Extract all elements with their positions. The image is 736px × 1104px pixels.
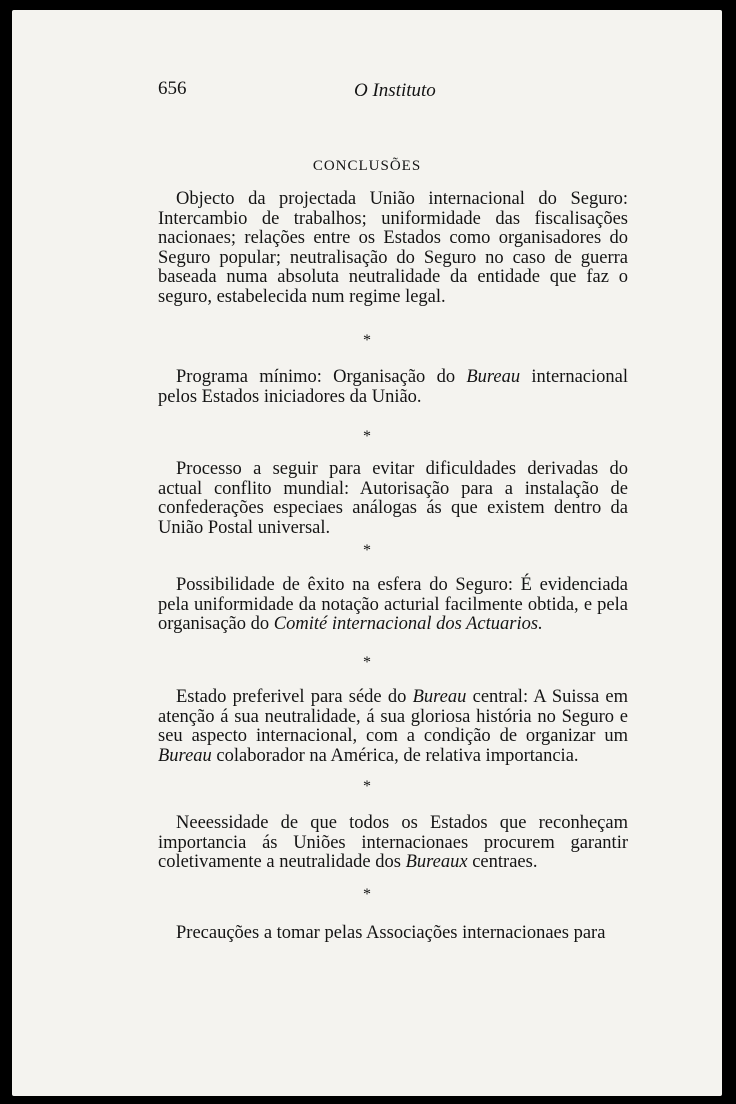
- paragraph-text: Processo a seguir para evitar dificuldades derivadas do actual conflito mundial: Autorisação para a instalação de confederações especiaes análogas ás que existem dentro da União Postal universal.: [158, 459, 628, 538]
- italic-term: Bureau: [412, 687, 467, 707]
- paragraph-text: Neeessidade de que todos os Estados que reconheçam importancia ás Uniões internacionaes procurem garantir coletivamente a neutralidade dos: [158, 813, 628, 872]
- book-page: [12, 10, 722, 1096]
- italic-term: Bureaux: [405, 852, 468, 872]
- section-separator: *: [363, 428, 371, 445]
- running-title: O Instituto: [354, 80, 436, 101]
- section-separator: *: [363, 332, 371, 349]
- italic-term: Bureau: [466, 367, 521, 387]
- paragraph-necessidade: [158, 814, 628, 873]
- paragraph-text: Precauções a tomar pelas Associações internacionaes para: [176, 923, 606, 943]
- paragraph-text: centraes.: [467, 852, 538, 872]
- section-separator: *: [363, 778, 371, 795]
- section-separator: *: [363, 654, 371, 671]
- section-title: CONCLUSÕES: [312, 158, 422, 174]
- italic-term: Bureau: [158, 745, 212, 766]
- paragraph-precaucoes: [158, 924, 628, 944]
- paragraph-processo: [158, 460, 628, 538]
- paragraph-text: Objecto da projectada União internacional do Seguro: Intercambio de trabalhos; uniformidade das fiscalisações nacionaes; relações entre os Estados como organisadores do Seguro popular; neutralisação do Seguro no caso de guerra baseada numa absoluta neutralidade da entidade que faz o seguro, estabelecida num regime legal.: [158, 189, 628, 307]
- italic-term: Comité internacional dos Actuarios.: [273, 614, 543, 634]
- paragraph-text: central: A Suissa em atenção á sua neutralidade, á sua gloriosa história no Seguro e seu aspecto internacional, com a condição de organizar um: [158, 687, 628, 746]
- paragraph-text: Programa mínimo: Organisação do: [176, 367, 467, 387]
- paragraph-possibilidade: [158, 576, 628, 635]
- paragraph-text: internacional pelos Estados iniciadores da União.: [158, 367, 628, 407]
- section-separator: *: [363, 886, 371, 903]
- section-separator: *: [363, 542, 371, 559]
- page-number: 656: [158, 78, 187, 99]
- paragraph-text: Estado preferivel para séde do: [176, 687, 413, 707]
- paragraph-programa: [158, 368, 628, 407]
- paragraph-objecto: [158, 190, 628, 307]
- paragraph-estado: [158, 688, 628, 766]
- paragraph-text: colaborador na América, de relativa importancia.: [211, 745, 579, 766]
- paragraph-text: Possibilidade de êxito na esfera do Seguro: É evidenciada pela uniformidade da notação acturial facilmente obtida, e pela organisação do: [158, 575, 628, 634]
